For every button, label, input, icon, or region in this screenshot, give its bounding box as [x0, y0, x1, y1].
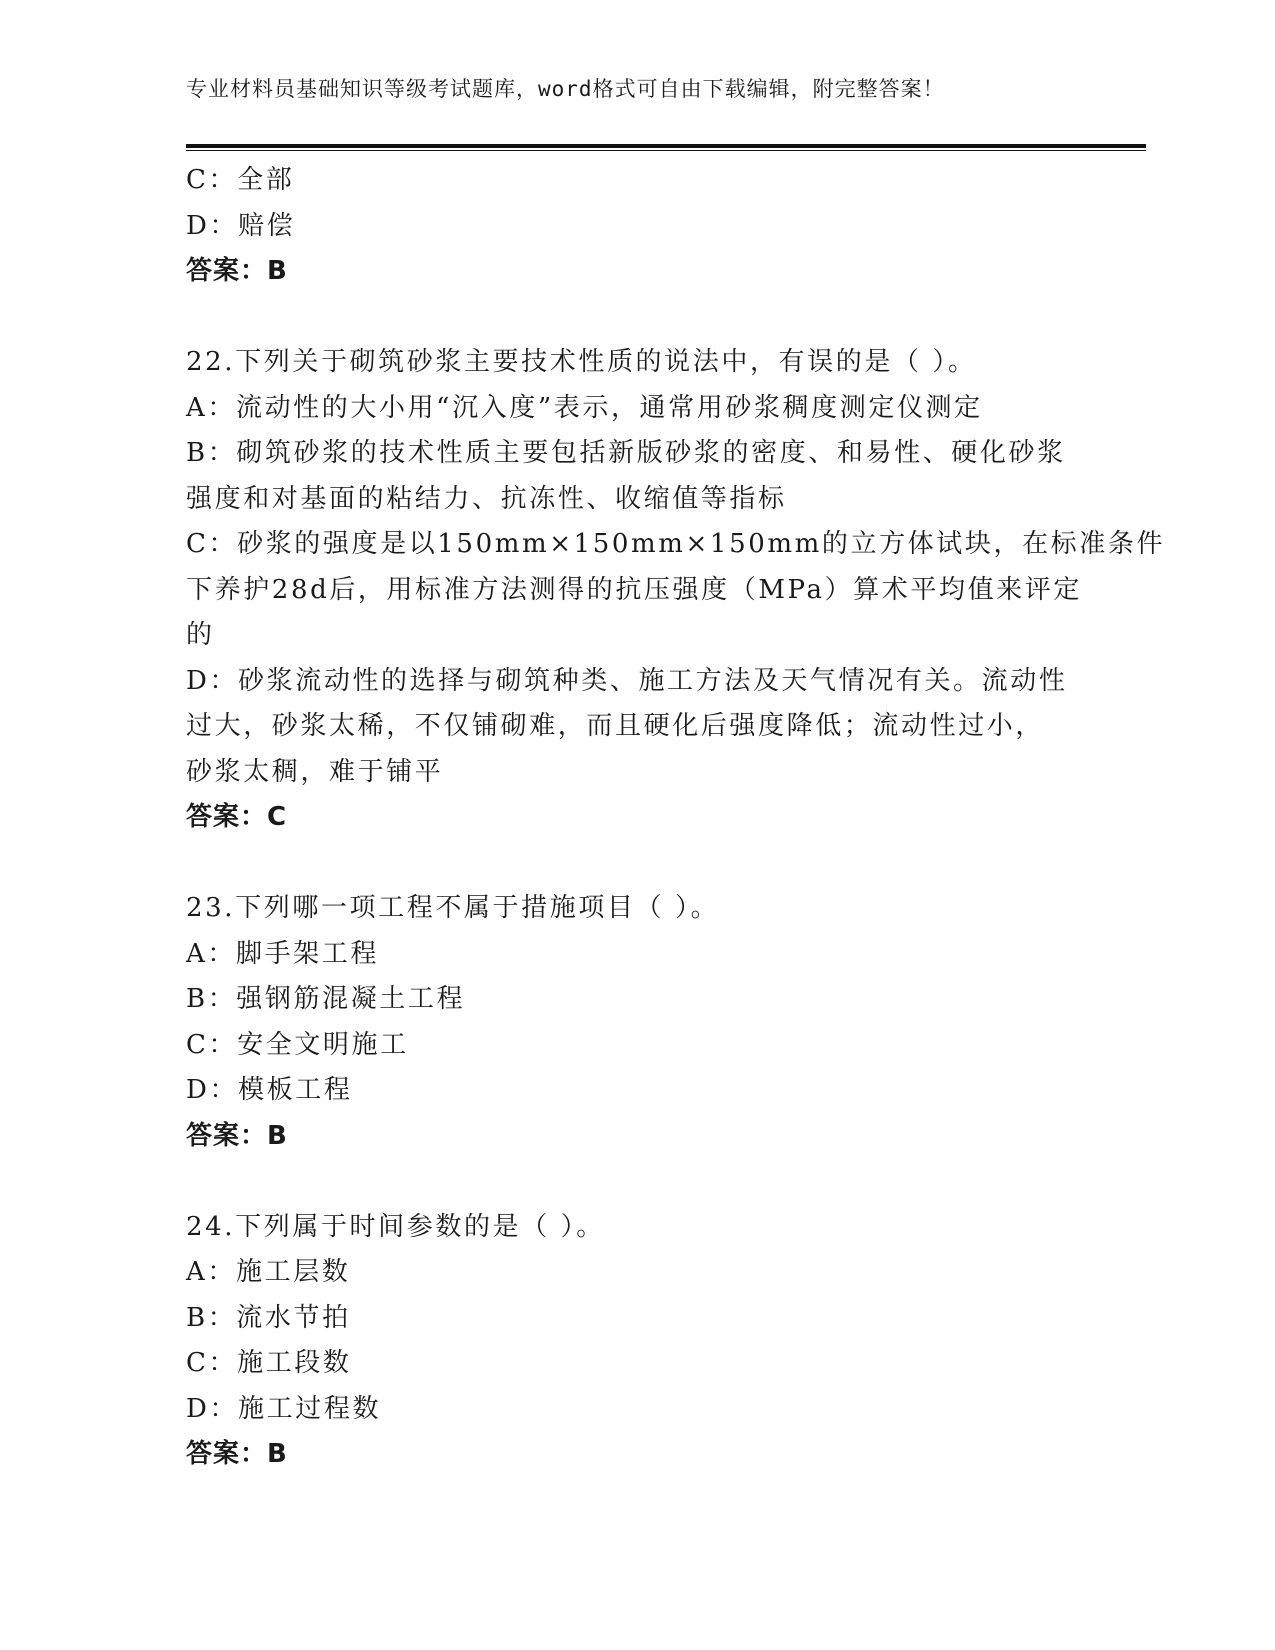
question-stem: 22.下列关于砌筑砂浆主要技术性质的说法中，有误的是（ ）。: [186, 347, 977, 377]
option-line: 砂浆太稠，难于铺平: [186, 756, 444, 787]
question-stem: 23.下列哪一项工程不属于措施项目（ ）。: [186, 893, 720, 923]
question-22: [186, 340, 1166, 841]
answer-line: 答案：B: [186, 1439, 288, 1469]
option-line: B：强钢筋混凝土工程: [186, 984, 466, 1014]
option-line: B：流水节拍: [186, 1302, 351, 1333]
option-line: A：流动性的大小用“沉入度”表示，通常用砂浆稠度测定仪测定: [186, 392, 983, 423]
previous-question-tail: [186, 158, 1086, 295]
question-24: [186, 1205, 1086, 1478]
answer-line: 答案：B: [186, 256, 288, 286]
option-line: D：赔偿: [186, 210, 296, 241]
spacer: [186, 841, 1086, 887]
option-line: B：砌筑砂浆的技术性质主要包括新版砂浆的密度、和易性、硬化砂浆: [186, 438, 1066, 468]
question-stem: 24.下列属于时间参数的是（ ）。: [186, 1211, 605, 1242]
option-line: 强度和对基面的粘结力、抗冻性、收缩值等指标: [186, 483, 787, 514]
spacer: [186, 1159, 1086, 1205]
question-23: [186, 886, 1086, 1159]
option-line: C：全部: [186, 165, 295, 195]
option-line: D：砂浆流动性的选择与砌筑种类、施工方法及天气情况有关。流动性: [186, 665, 1068, 696]
page-header: 专业材料员基础知识等级考试题库，word格式可自由下载编辑，附完整答案！: [186, 77, 945, 101]
option-line: D：模板工程: [186, 1075, 353, 1105]
option-line: A：脚手架工程: [186, 938, 379, 969]
answer-line: 答案：C: [186, 802, 288, 832]
question-content: [186, 158, 1166, 1478]
option-line: 过大，砂浆太稀，不仅铺砌难，而且硬化后强度降低；流动性过小，: [186, 711, 1045, 741]
header-divider: [186, 144, 1146, 153]
spacer: [186, 295, 1086, 341]
option-line: C：安全文明施工: [186, 1029, 409, 1060]
option-line: A：施工层数: [186, 1257, 351, 1287]
option-line: 下养护28d后，用标准方法测得的抗压强度（MPa）算术平均值来评定: [186, 574, 1082, 605]
answer-line: 答案：B: [186, 1120, 288, 1151]
option-line: 的: [186, 620, 215, 650]
option-line: C：施工段数: [186, 1348, 352, 1378]
header-divider-thin: [186, 150, 1146, 151]
option-line: C：砂浆的强度是以150mm×150mm×150mm的立方体试块，在标准条件: [186, 529, 1166, 559]
header-divider-thick: [186, 144, 1146, 148]
option-line: D：施工过程数: [186, 1393, 382, 1424]
